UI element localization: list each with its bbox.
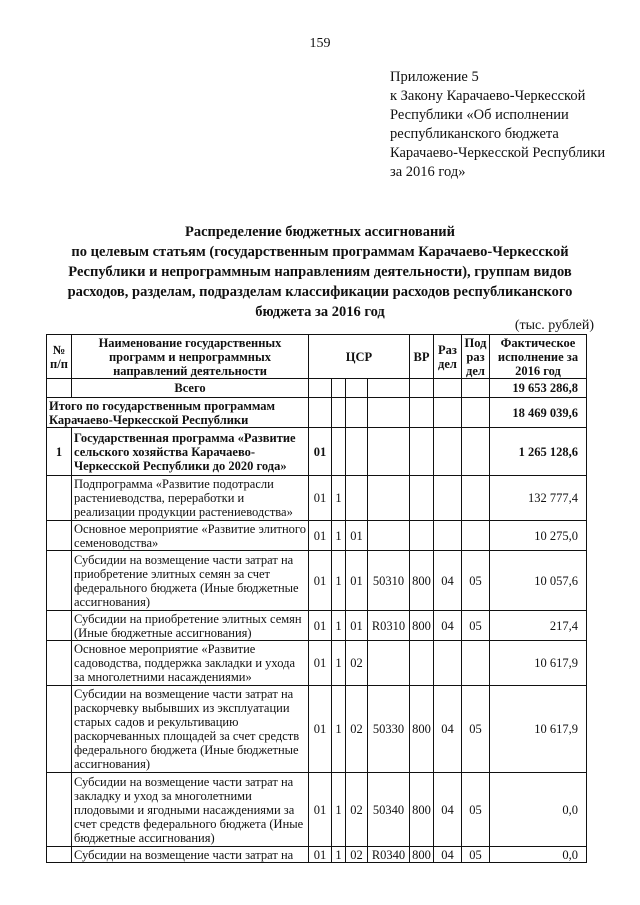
razdel-code: 04 [434, 611, 462, 641]
csr-subprogram-code: 1 [332, 611, 346, 641]
appendix-block [390, 68, 630, 182]
podrazdel-code [462, 476, 490, 521]
podrazdel-code: 05 [462, 773, 490, 847]
vr-code [410, 641, 434, 686]
programs-total-amount: 18 469 039,6 [490, 398, 587, 428]
row-amount: 10 617,9 [490, 686, 587, 773]
table-row [47, 641, 587, 686]
units-label: (тыс. рублей) [514, 318, 594, 333]
podrazdel-code: 05 [462, 611, 490, 641]
row-amount: 217,4 [490, 611, 587, 641]
razdel-code: 04 [434, 686, 462, 773]
table-row [47, 521, 587, 551]
csr-event-code: 02 [346, 773, 368, 847]
row-amount: 132 777,4 [490, 476, 587, 521]
appendix-line: Приложение 5 [390, 69, 479, 85]
csr-subprogram-code: 1 [332, 476, 346, 521]
table-row [47, 476, 587, 521]
table-row [47, 611, 587, 641]
csr-direction-code [368, 521, 410, 551]
razdel-code [434, 521, 462, 551]
csr-program-code: 01 [309, 611, 332, 641]
csr-subprogram-code: 1 [332, 551, 346, 611]
row-name: Субсидии на возмещение части затрат на [72, 847, 309, 863]
row-number [47, 847, 72, 863]
header-csr: ЦСР [309, 335, 410, 379]
row-number [47, 551, 72, 611]
row-number: 1 [47, 428, 72, 476]
vr-code [410, 476, 434, 521]
csr-event-code: 02 [346, 686, 368, 773]
csr-program-code: 01 [309, 641, 332, 686]
vr-code: 800 [410, 551, 434, 611]
row-name: Субсидии на возмещение части затрат на раскорчевку выбывших из эксплуатации старых садов и рекультивацию раскорчеванных площадей за счет средств федерального бюджета (Иные бюджетные ассигнования) [72, 686, 309, 773]
csr-program-code: 01 [309, 686, 332, 773]
title-line: Республики и непрограммным направлениям деятельности), группам видов [68, 264, 572, 280]
csr-direction-code [368, 641, 410, 686]
table-row [47, 847, 587, 863]
csr-subprogram-code [332, 428, 346, 476]
csr-direction-code: 50340 [368, 773, 410, 847]
razdel-code: 04 [434, 847, 462, 863]
csr-program-code: 01 [309, 428, 332, 476]
row-number [47, 611, 72, 641]
header-razdel: Раз дел [434, 335, 462, 379]
appendix-line: Карачаево-Черкесской Республики [390, 145, 606, 161]
appendix-line: Республики «Об исполнении [390, 107, 569, 123]
row-amount: 0,0 [490, 847, 587, 863]
csr-direction-code: 50310 [368, 551, 410, 611]
vr-code: 800 [410, 773, 434, 847]
vr-code [410, 428, 434, 476]
csr-direction-code: R0310 [368, 611, 410, 641]
header-num: № п/п [47, 335, 72, 379]
csr-subprogram-code: 1 [332, 847, 346, 863]
podrazdel-code [462, 428, 490, 476]
total-label: Всего [72, 379, 309, 398]
csr-subprogram-code: 1 [332, 521, 346, 551]
total-row [47, 379, 587, 398]
vr-code [410, 521, 434, 551]
header-podrazdel: Под раз дел [462, 335, 490, 379]
csr-event-code: 02 [346, 847, 368, 863]
title-line: по целевым статьям (государственным программам Карачаево-Черкесской [71, 244, 569, 260]
row-name: Подпрограмма «Развитие подотрасли растениеводства, переработки и реализации продукции растениеводства» [72, 476, 309, 521]
total-amount: 19 653 286,8 [490, 379, 587, 398]
vr-code: 800 [410, 847, 434, 863]
razdel-code: 04 [434, 551, 462, 611]
appendix-line: за 2016 год» [390, 164, 466, 180]
row-amount: 10 617,9 [490, 641, 587, 686]
title-line: Распределение бюджетных ассигнований [184, 224, 456, 240]
row-name: Основное мероприятие «Развитие садоводства, поддержка закладки и ухода за многолетними насаждениями» [72, 641, 309, 686]
table-row [47, 428, 587, 476]
vr-code: 800 [410, 686, 434, 773]
programs-total-label: Итого по государственным программам Карачаево-Черкесской Республики [47, 398, 309, 428]
csr-event-code [346, 428, 368, 476]
table-row [47, 773, 587, 847]
budget-table [46, 334, 587, 863]
csr-program-code: 01 [309, 521, 332, 551]
csr-event-code: 01 [346, 551, 368, 611]
csr-subprogram-code: 1 [332, 641, 346, 686]
row-amount: 10 057,6 [490, 551, 587, 611]
document-title [30, 222, 610, 322]
csr-subprogram-code: 1 [332, 686, 346, 773]
podrazdel-code: 05 [462, 686, 490, 773]
csr-event-code [346, 476, 368, 521]
programs-total-row [47, 398, 587, 428]
row-name: Государственная программа «Развитие сельского хозяйства Карачаево-Черкесской Республики до 2020 года» [72, 428, 309, 476]
page-number: 159 [309, 36, 331, 51]
row-number [47, 686, 72, 773]
csr-direction-code: R0340 [368, 847, 410, 863]
appendix-line: к Закону Карачаево-Черкесской [390, 88, 586, 104]
row-number [47, 476, 72, 521]
csr-event-code: 01 [346, 611, 368, 641]
table-row [47, 686, 587, 773]
row-number [47, 773, 72, 847]
csr-program-code: 01 [309, 476, 332, 521]
header-name: Наименование государственных программ и непрограммных направлений деятельности [72, 335, 309, 379]
csr-direction-code: 50330 [368, 686, 410, 773]
razdel-code [434, 476, 462, 521]
csr-direction-code [368, 476, 410, 521]
title-line: бюджета за 2016 год [255, 304, 385, 320]
csr-event-code: 02 [346, 641, 368, 686]
header-amount: Фактическое исполнение за 2016 год [490, 335, 587, 379]
row-name: Субсидии на возмещение части затрат на приобретение элитных семян за счет федерального бюджета (Иные бюджетные ассигнования) [72, 551, 309, 611]
row-name: Субсидии на приобретение элитных семян (Иные бюджетные ассигнования) [72, 611, 309, 641]
title-line: расходов, разделам, подразделам классификации расходов республиканского [67, 284, 573, 300]
table-row [47, 551, 587, 611]
row-number [47, 641, 72, 686]
appendix-line: республиканского бюджета [390, 126, 559, 142]
header-vr: ВР [410, 335, 434, 379]
podrazdel-code [462, 521, 490, 551]
podrazdel-code: 05 [462, 551, 490, 611]
row-amount: 0,0 [490, 773, 587, 847]
csr-direction-code [368, 428, 410, 476]
podrazdel-code [462, 641, 490, 686]
csr-program-code: 01 [309, 551, 332, 611]
csr-program-code: 01 [309, 773, 332, 847]
razdel-code [434, 428, 462, 476]
row-amount: 1 265 128,6 [490, 428, 587, 476]
razdel-code: 04 [434, 773, 462, 847]
podrazdel-code: 05 [462, 847, 490, 863]
csr-subprogram-code: 1 [332, 773, 346, 847]
vr-code: 800 [410, 611, 434, 641]
row-name: Субсидии на возмещение части затрат на закладку и уход за многолетними плодовыми и ягодными насаждениями за счет средств федерального бюджета (Иные бюджетные ассигнования) [72, 773, 309, 847]
row-number [47, 521, 72, 551]
row-amount: 10 275,0 [490, 521, 587, 551]
razdel-code [434, 641, 462, 686]
row-name: Основное мероприятие «Развитие элитного семеноводства» [72, 521, 309, 551]
csr-program-code: 01 [309, 847, 332, 863]
csr-event-code: 01 [346, 521, 368, 551]
